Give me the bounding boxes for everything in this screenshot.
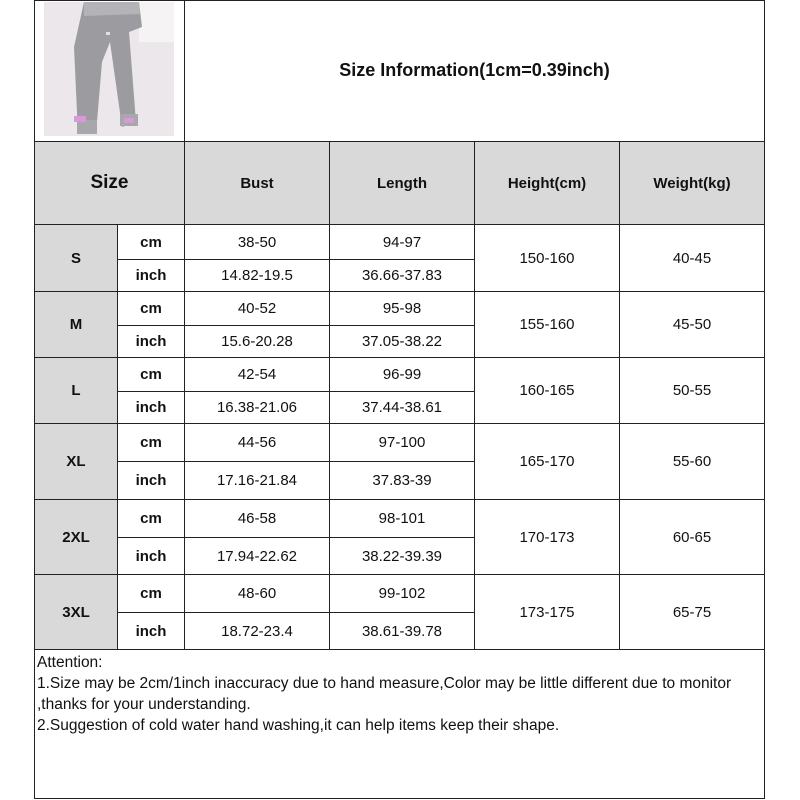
unit-inch: inch — [117, 461, 185, 500]
length-inch: 37.44-38.61 — [329, 391, 475, 424]
bust-inch: 17.94-22.62 — [184, 537, 330, 575]
bust-cm: 40-52 — [184, 291, 330, 326]
size-cell: L — [34, 357, 118, 424]
bust-cm: 38-50 — [184, 224, 330, 260]
length-cm: 99-102 — [329, 574, 475, 613]
height-value: 155-160 — [474, 291, 620, 358]
header-size — [34, 141, 185, 225]
size-cell: M — [34, 291, 118, 358]
height-value: 170-173 — [474, 499, 620, 575]
unit-cm: cm — [117, 291, 185, 326]
weight-value: 65-75 — [619, 574, 765, 650]
size-cell: 3XL — [34, 574, 118, 650]
header-height-label: Height(cm) — [507, 174, 587, 192]
unit-cm: cm — [117, 423, 185, 462]
size-cell: XL — [34, 423, 118, 500]
header-length — [329, 141, 475, 225]
bust-cm: 48-60 — [184, 574, 330, 613]
height-value: 173-175 — [474, 574, 620, 650]
height-value: 160-165 — [474, 357, 620, 424]
bust-cm: 42-54 — [184, 357, 330, 392]
header-bust — [184, 141, 330, 225]
header-weight-label: Weight(kg) — [653, 174, 731, 192]
unit-cm: cm — [117, 357, 185, 392]
page-title: Size Information(1cm=0.39inch) — [339, 60, 610, 80]
length-inch: 37.05-38.22 — [329, 325, 475, 358]
bust-inch: 17.16-21.84 — [184, 461, 330, 500]
unit-cm: cm — [117, 574, 185, 613]
note-2: 2.Suggestion of cold water hand washing,it can help items keep their shape. — [37, 717, 560, 734]
length-cm: 96-99 — [329, 357, 475, 392]
weight-value: 50-55 — [619, 357, 765, 424]
unit-inch: inch — [117, 612, 185, 650]
length-cm: 97-100 — [329, 423, 475, 462]
weight-value: 55-60 — [619, 423, 765, 500]
length-cm: 94-97 — [329, 224, 475, 260]
length-cm: 95-98 — [329, 291, 475, 326]
length-inch: 38.22-39.39 — [329, 537, 475, 575]
length-inch: 38.61-39.78 — [329, 612, 475, 650]
height-value: 150-160 — [474, 224, 620, 292]
weight-value: 40-45 — [619, 224, 765, 292]
attention-heading: Attention: — [37, 654, 103, 671]
header-weight — [619, 141, 765, 225]
product-photo — [44, 2, 174, 136]
bust-inch: 15.6-20.28 — [184, 325, 330, 358]
unit-cm: cm — [117, 499, 185, 538]
unit-inch: inch — [117, 259, 185, 292]
unit-inch: inch — [117, 537, 185, 575]
sweatpants-image — [44, 2, 174, 136]
title-cell — [184, 0, 765, 142]
size-cell: 2XL — [34, 499, 118, 575]
header-height — [474, 141, 620, 225]
header-length-label: Length — [377, 174, 427, 192]
note-1: 1.Size may be 2cm/1inch inaccuracy due to hand measure,Color may be little different due to monitor ,thanks for your understanding. — [37, 675, 732, 713]
unit-cm: cm — [117, 224, 185, 260]
bust-cm: 44-56 — [184, 423, 330, 462]
length-cm: 98-101 — [329, 499, 475, 538]
header-bust-label: Bust — [240, 174, 274, 192]
length-inch: 37.83-39 — [329, 461, 475, 500]
bust-cm: 46-58 — [184, 499, 330, 538]
attention-notes — [37, 652, 763, 736]
weight-value: 60-65 — [619, 499, 765, 575]
weight-value: 45-50 — [619, 291, 765, 358]
size-cell: S — [34, 224, 118, 292]
header-size-label: Size — [90, 172, 129, 193]
bust-inch: 14.82-19.5 — [184, 259, 330, 292]
unit-inch: inch — [117, 391, 185, 424]
unit-inch: inch — [117, 325, 185, 358]
bust-inch: 16.38-21.06 — [184, 391, 330, 424]
height-value: 165-170 — [474, 423, 620, 500]
length-inch: 36.66-37.83 — [329, 259, 475, 292]
bust-inch: 18.72-23.4 — [184, 612, 330, 650]
